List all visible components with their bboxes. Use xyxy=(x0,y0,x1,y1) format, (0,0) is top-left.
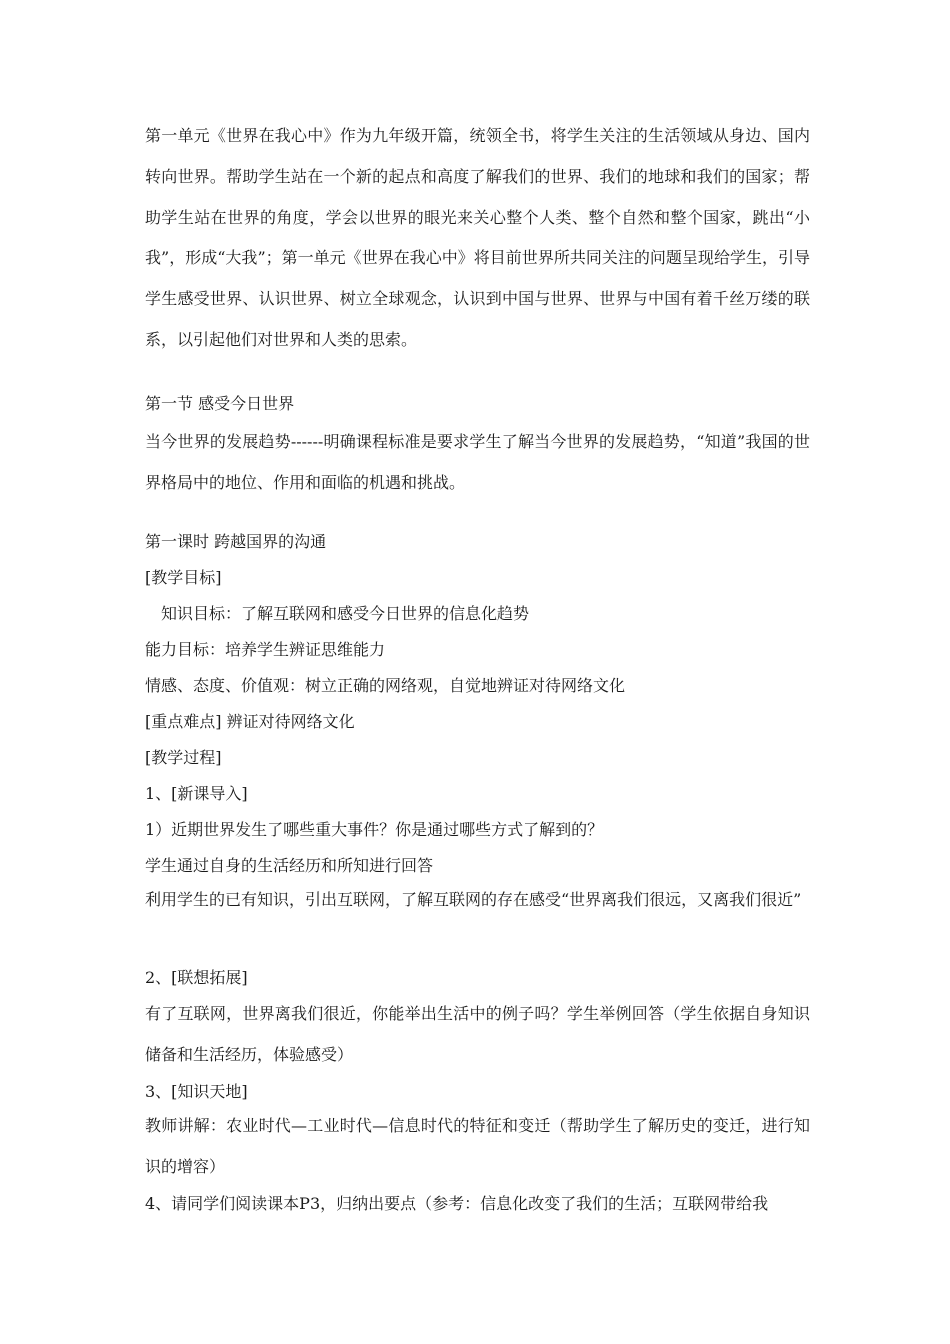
step1-note: 利用学生的已有知识，引出互联网，了解互联网的存在感受“世界离我们很远，又离我们很近” xyxy=(145,890,802,909)
step4-text: 4、请同学们阅读课本P3，归纳出要点（参考：信息化改变了我们的生活；互联网带给我 xyxy=(145,1194,769,1213)
trend-paragraph: 当今世界的发展趋势------明确课程标准是要求学生了解当今世界的发展趋势，“知道”我国的世界格局中的地位、作用和面临的机遇和挑战。 xyxy=(145,432,810,492)
step2-heading: 2、[联想拓展] xyxy=(145,968,248,987)
step3-text: 教师讲解：农业时代—工业时代—信息时代的特征和变迁（帮助学生了解历史的变迁，进行知识的增容） xyxy=(145,1116,810,1176)
step2-text-block xyxy=(145,994,810,1076)
lesson-one xyxy=(145,524,810,884)
step3-text-block xyxy=(145,1106,810,1188)
attitude-goal: 情感、态度、价值观：树立正确的网络观，自觉地辨证对待网络文化 xyxy=(145,676,626,695)
step2-block xyxy=(145,960,810,996)
section-trend xyxy=(145,422,810,504)
step4-block xyxy=(145,1186,810,1222)
knowledge-goal: 知识目标：了解互联网和感受今日世界的信息化趋势 xyxy=(161,604,530,623)
ability-goal: 能力目标：培养学生辨证思维能力 xyxy=(145,640,386,659)
step1-heading: 1、[新课导入] xyxy=(145,784,248,803)
step3-block xyxy=(145,1074,810,1110)
section-one xyxy=(145,386,810,422)
step2-text: 有了互联网，世界离我们很近，你能举出生活中的例子吗？学生举例回答（学生依据自身知识储备和生活经历，体验感受） xyxy=(145,1004,810,1064)
lesson-title: 第一课时 跨越国界的沟通 xyxy=(145,532,327,551)
step1-question: 1）近期世界发生了哪些重大事件？你是通过哪些方式了解到的？ xyxy=(145,820,604,839)
process-heading: [教学过程] xyxy=(145,748,222,767)
section-title: 第一节 感受今日世界 xyxy=(145,394,295,413)
step1-note-block xyxy=(145,880,810,921)
intro-paragraph: 第一单元《世界在我心中》作为九年级开篇，统领全书，将学生关注的生活领域从身边、国内转向世界。帮助学生站在一个新的起点和高度了解我们的世界、我们的地球和我们的国家；帮助学生站在世界的角度，学会以世界的眼光来关心整个人类、整个自然和整个国家，跳出“小我”，形成“大我”；第一单元《世界在我心中》将目前世界所共同关注的问题呈现给学生，引导学生感受世界、认识世界、树立全球观念，认识到中国与世界、世界与中国有着千丝万缕的联系，以引起他们对世界和人类的思索。 xyxy=(145,126,810,349)
step3-heading: 3、[知识天地] xyxy=(145,1082,248,1101)
goals-heading: [教学目标] xyxy=(145,568,222,587)
intro-section xyxy=(145,116,810,361)
step1-answer: 学生通过自身的生活经历和所知进行回答 xyxy=(145,856,434,875)
key-point: [重点难点] 辨证对待网络文化 xyxy=(145,712,355,731)
